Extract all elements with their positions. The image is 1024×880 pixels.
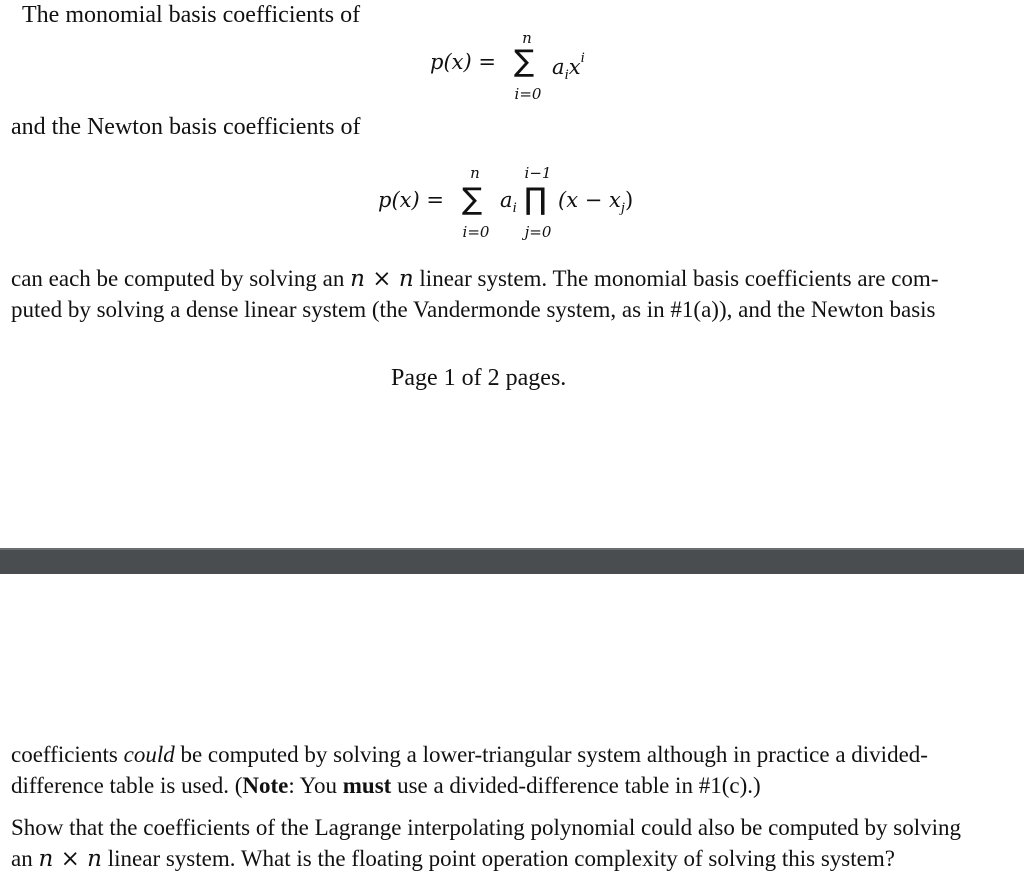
intro-monomial: The monomial basis coefficients of: [22, 2, 361, 28]
sum-icon: ∑: [462, 182, 483, 217]
eq2-term: [500, 188, 517, 217]
eq2-term-a: a: [500, 188, 513, 212]
paragraph-line: Show that the coefficients of the Lagrange interpolating polynomial could also be computed by solving: [11, 815, 962, 840]
para1-math: n × n: [350, 266, 414, 292]
para2-text: use a divided-difference table in #1(c).): [391, 773, 761, 798]
intro-newton: and the Newton basis coefficients of: [11, 114, 361, 140]
eq2-sum-upper: n: [470, 164, 480, 182]
para3-text: linear system. What is the floating point operation complexity of solving this system?: [102, 846, 895, 871]
paragraph-line: [11, 263, 938, 295]
paragraph-line: [11, 770, 761, 801]
eq2-sum-lower: i=0: [462, 223, 490, 241]
eq1-term-a: a: [552, 55, 565, 79]
note-label: Note: [242, 773, 289, 798]
para3-math: n × n: [38, 846, 102, 872]
eq1-sum-lower: i=0: [514, 85, 542, 103]
para3-text: an: [11, 846, 39, 871]
para2-text: difference table is used. (: [11, 773, 243, 798]
page-divider: [0, 548, 1024, 574]
eq1-term-var: x: [568, 55, 581, 79]
para1-text-pre: can each be computed by solving an: [11, 266, 351, 291]
eq2-factor-open: (x − x: [558, 188, 621, 212]
product-icon: ∏: [524, 182, 547, 217]
eq2-prod-upper: i−1: [524, 164, 552, 182]
must-emphasis: must: [342, 773, 392, 798]
eq1-sum-upper: n: [522, 29, 532, 47]
page-footer: Page 1 of 2 pages.: [391, 365, 567, 391]
para2-emphasis: could: [123, 742, 175, 767]
paragraph-line: puted by solving a dense linear system (the Vandermonde system, as in #1(a)), and the Newton basis: [11, 297, 936, 322]
paragraph-line: [11, 843, 895, 875]
eq2-factor-sub: j: [620, 200, 625, 216]
eq2-lhs: p(x) =: [378, 188, 444, 212]
eq1-term-sub: i: [564, 67, 569, 83]
eq2-factor-close: ): [625, 188, 634, 212]
paragraph-line: [11, 739, 928, 770]
equation-newton: [378, 160, 668, 242]
eq2-factor: [558, 188, 633, 217]
para1-text-post: linear system. The monomial basis coefficients are com-: [413, 266, 939, 291]
eq1-lhs: p(x) =: [430, 50, 496, 74]
sum-icon: ∑: [514, 44, 535, 79]
equation-monomial: [430, 30, 610, 110]
eq2-prod-lower: j=0: [524, 223, 552, 241]
eq1-term-sup: i: [580, 50, 585, 66]
eq2-term-sub: i: [512, 200, 517, 216]
para2-text-rest: be computed by solving a lower-triangular system although in practice a divided-: [174, 742, 928, 767]
eq1-term: [552, 50, 585, 84]
para2-text: : You: [288, 773, 343, 798]
para2-text: coefficients: [11, 742, 124, 767]
